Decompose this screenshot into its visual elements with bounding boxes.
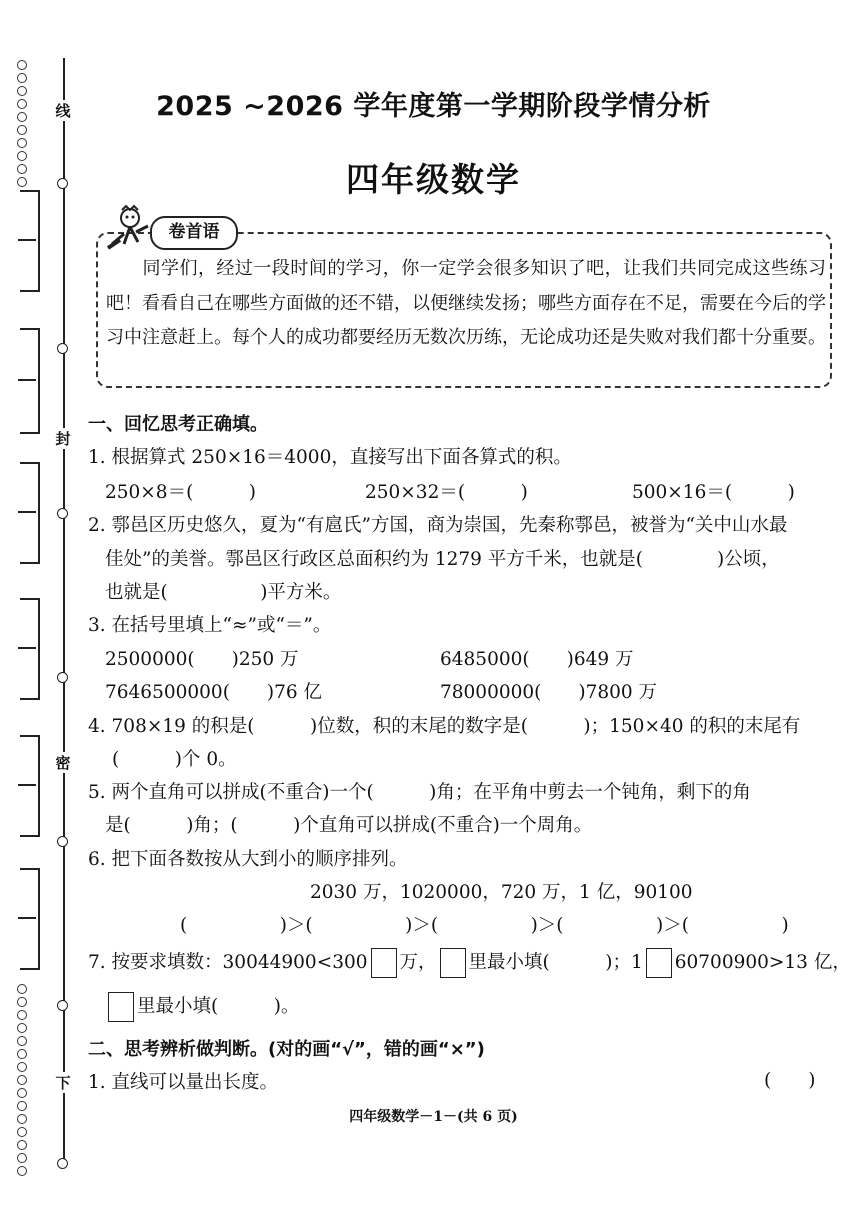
punch-holes-bottom bbox=[17, 984, 29, 1176]
q1-stem: 1. 根据算式 250×16＝4000，直接写出下面各算式的积。 bbox=[88, 447, 572, 468]
q6-stem: 6. 把下面各数按从大到小的顺序排列。 bbox=[88, 849, 408, 870]
preface-text bbox=[106, 252, 826, 356]
binding-char-mi: 密 bbox=[52, 752, 74, 773]
binding-char-xia: 下 bbox=[52, 1072, 74, 1093]
exam-title: 2025 ~2026 学年度第一学期阶段学情分析 bbox=[156, 91, 711, 122]
preface-badge: 卷首语 bbox=[150, 216, 238, 250]
binding-dot bbox=[57, 343, 68, 354]
answer-box[interactable] bbox=[108, 992, 134, 1022]
q1-item-c: 500×16＝( ) bbox=[632, 482, 795, 503]
answer-box[interactable] bbox=[371, 948, 397, 978]
name-field-bracket bbox=[20, 735, 40, 837]
name-field-bracket bbox=[20, 462, 40, 564]
q7-text: 万， bbox=[399, 952, 437, 973]
q4-line2: ( )个 0。 bbox=[112, 749, 237, 770]
q5-line2: 是( )角；( )个直角可以拼成(不重合)一个周角。 bbox=[105, 815, 593, 836]
name-field-bracket bbox=[20, 598, 40, 700]
q3-item-b: 6485000( )649 万 bbox=[440, 649, 634, 670]
binding-dot bbox=[57, 836, 68, 847]
binding-char-feng: 封 bbox=[52, 428, 74, 449]
binding-dot bbox=[57, 672, 68, 683]
q7-line2 bbox=[105, 992, 299, 1022]
q2-line2: 佳处”的美誉。鄠邑区行政区总面积约为 1279 平方千米，也就是( )公顷， bbox=[105, 549, 780, 570]
q1-item-a: 250×8＝( ) bbox=[105, 482, 257, 503]
q2-line1: 2. 鄠邑区历史悠久，夏为“有扈氏”方国，商为崇国，先秦称鄠邑，被誉为“关中山水最 bbox=[88, 515, 788, 536]
q6-blanks: ( )＞( )＞( )＞( )＞( ) bbox=[180, 915, 789, 936]
binding-dot bbox=[57, 1000, 68, 1011]
q6-numbers: 2030 万，1020000，720 万，1 亿，90100 bbox=[310, 882, 693, 903]
s2-q1: 1. 直线可以量出长度。 bbox=[88, 1072, 279, 1093]
q4-line1: 4. 708×19 的积是( )位数，积的末尾的数字是( )；150×40 的积的末尾有 bbox=[88, 716, 801, 737]
s2-q1-blank: ( ) bbox=[764, 1070, 816, 1091]
mascot-icon bbox=[104, 204, 154, 252]
q3-item-c: 7646500000( )76 亿 bbox=[105, 682, 323, 703]
q7-text: 60700900>13 亿， bbox=[674, 952, 851, 973]
q7-text: 里最小填( )。 bbox=[137, 996, 300, 1017]
exam-subtitle: 四年级数学 bbox=[346, 160, 521, 199]
page-footer: 四年级数学－1－(共 6 页) bbox=[349, 1109, 518, 1125]
q1-item-b: 250×32＝( ) bbox=[365, 482, 528, 503]
q7-text: 里最小填( )；1 bbox=[468, 952, 643, 973]
name-field-bracket bbox=[20, 868, 40, 970]
preface-paragraph: 同学们，经过一段时间的学习，你一定学会很多知识了吧，让我们共同完成这些练习吧！看看自己在哪些方面做的还不错，以便继续发扬；哪些方面存在不足，需要在今后的学习中注意赶上。每个人的成功都要经历无数次历练，无论成功还是失败对我们都十分重要。 bbox=[106, 258, 826, 348]
name-field-bracket bbox=[20, 328, 40, 434]
q3-item-d: 78000000( )7800 万 bbox=[440, 682, 658, 703]
q5-line1: 5. 两个直角可以拼成(不重合)一个( )角；在平角中剪去一个钝角，剩下的角 bbox=[88, 782, 751, 803]
section2-heading: 二、思考辨析做判断。(对的画“√”，错的画“×”) bbox=[88, 1039, 485, 1060]
q2-line3: 也就是( )平方米。 bbox=[105, 582, 342, 603]
q3-item-a: 2500000( )250 万 bbox=[105, 649, 299, 670]
q7-text: 7. 按要求填数：30044900<300 bbox=[88, 952, 368, 973]
binding-char-xian: 线 bbox=[52, 100, 74, 121]
answer-box[interactable] bbox=[646, 948, 672, 978]
name-field-bracket bbox=[20, 190, 40, 292]
q3-stem: 3. 在括号里填上“≈”或“＝”。 bbox=[88, 615, 332, 636]
section1-heading: 一、回忆思考正确填。 bbox=[88, 414, 268, 435]
binding-dot bbox=[57, 1158, 68, 1169]
binding-dot bbox=[57, 508, 68, 519]
q7-line1 bbox=[88, 948, 851, 978]
answer-box[interactable] bbox=[440, 948, 466, 978]
